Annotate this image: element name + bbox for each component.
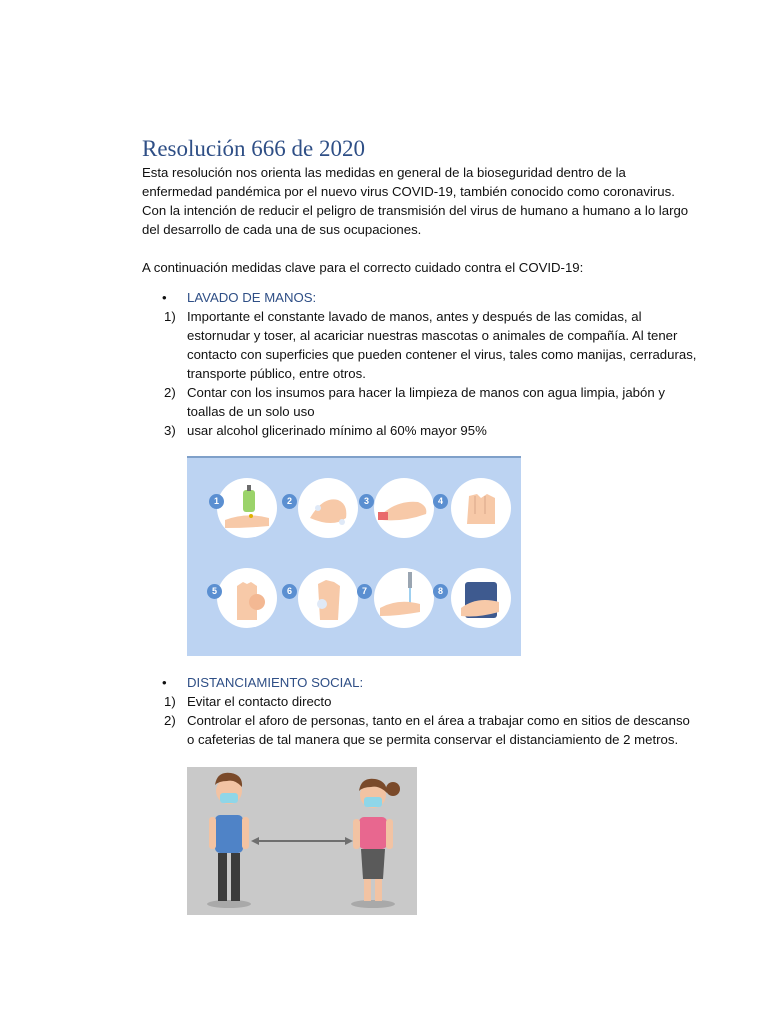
step-badge: 7: [357, 584, 372, 599]
dry-towel-icon: [451, 568, 511, 628]
step-badge: 2: [282, 494, 297, 509]
list-text: Controlar el aforo de personas, tanto en el área a trabajar como en sitios de descanso o cafeterias de tal manera que se permita conservar el distanciamiento de 2 metros.: [187, 713, 690, 747]
step-badge: 1: [209, 494, 224, 509]
interlaced-fingers-icon: [451, 478, 511, 538]
thumb-rub-icon: [217, 568, 277, 628]
soap-dispenser-icon: [217, 478, 277, 538]
handwash-step-4: [451, 478, 511, 538]
list-number: 1): [164, 694, 176, 709]
list-item: [142, 711, 698, 749]
handwashing-steps-illustration: [187, 456, 521, 656]
handwash-step-3: [374, 478, 434, 538]
step-badge: 6: [282, 584, 297, 599]
handwash-step-8: [451, 568, 511, 628]
list-text: Evitar el contacto directo: [187, 694, 332, 709]
document-title: Resolución 666 de 2020: [142, 136, 365, 161]
step-badge: 5: [207, 584, 222, 599]
handwash-step-6: [298, 568, 358, 628]
list-number: 2): [164, 385, 176, 400]
handwash-step-7: [374, 568, 434, 628]
list-number: 3): [164, 423, 176, 438]
handwashing-list: [142, 307, 698, 440]
rubbing-palms-icon: [298, 478, 358, 538]
list-item: [142, 307, 698, 383]
fingertips-rub-icon: [298, 568, 358, 628]
step-badge: 3: [359, 494, 374, 509]
list-text: usar alcohol glicerinado mínimo al 60% mayor 95%: [187, 423, 487, 438]
two-people-distance-icon: [187, 767, 417, 915]
list-item: [142, 421, 698, 440]
handwash-step-2: [298, 478, 358, 538]
list-text: Importante el constante lavado de manos, antes y después de las comidas, al estornudar y toser, al acariciar nuestras mascotas o animales de compañía. Al tener contacto con superficies que pueden contener el virus, tales como manijas, cerraduras, transporte público, entre otros.: [187, 309, 697, 381]
intro-paragraph: Esta resolución nos orienta las medidas en general de la bioseguridad dentro de la enfermedad pandémica por el nuevo virus COVID-19, también conocido como coronavirus. Con la intención de reducir el peligro de transmisión del virus de humano a humano a lo largo del desarrollo de cada una de sus ocupaciones.: [142, 165, 689, 237]
bullet-icon: •: [162, 675, 167, 690]
lead-paragraph: A continuación medidas clave para el correcto cuidado contra el COVID-19:: [142, 260, 584, 275]
bullet-icon: •: [162, 290, 167, 305]
back-of-hands-icon: [374, 478, 434, 538]
social-distancing-list: [142, 692, 698, 749]
section-heading-label: LAVADO DE MANOS:: [187, 290, 317, 305]
list-item: [142, 383, 698, 421]
list-text: Contar con los insumos para hacer la limpieza de manos con agua limpia, jabón y toallas de un solo uso: [187, 385, 665, 419]
step-badge: 8: [433, 584, 448, 599]
section-heading-label: DISTANCIAMIENTO SOCIAL:: [187, 675, 364, 690]
handwash-step-5: [217, 568, 277, 628]
list-number: 1): [164, 309, 176, 324]
rinse-faucet-icon: [374, 568, 434, 628]
social-distancing-illustration: [187, 767, 417, 915]
step-badge: 4: [433, 494, 448, 509]
handwash-step-1: [217, 478, 277, 538]
list-number: 2): [164, 713, 176, 728]
list-item: [142, 692, 698, 711]
